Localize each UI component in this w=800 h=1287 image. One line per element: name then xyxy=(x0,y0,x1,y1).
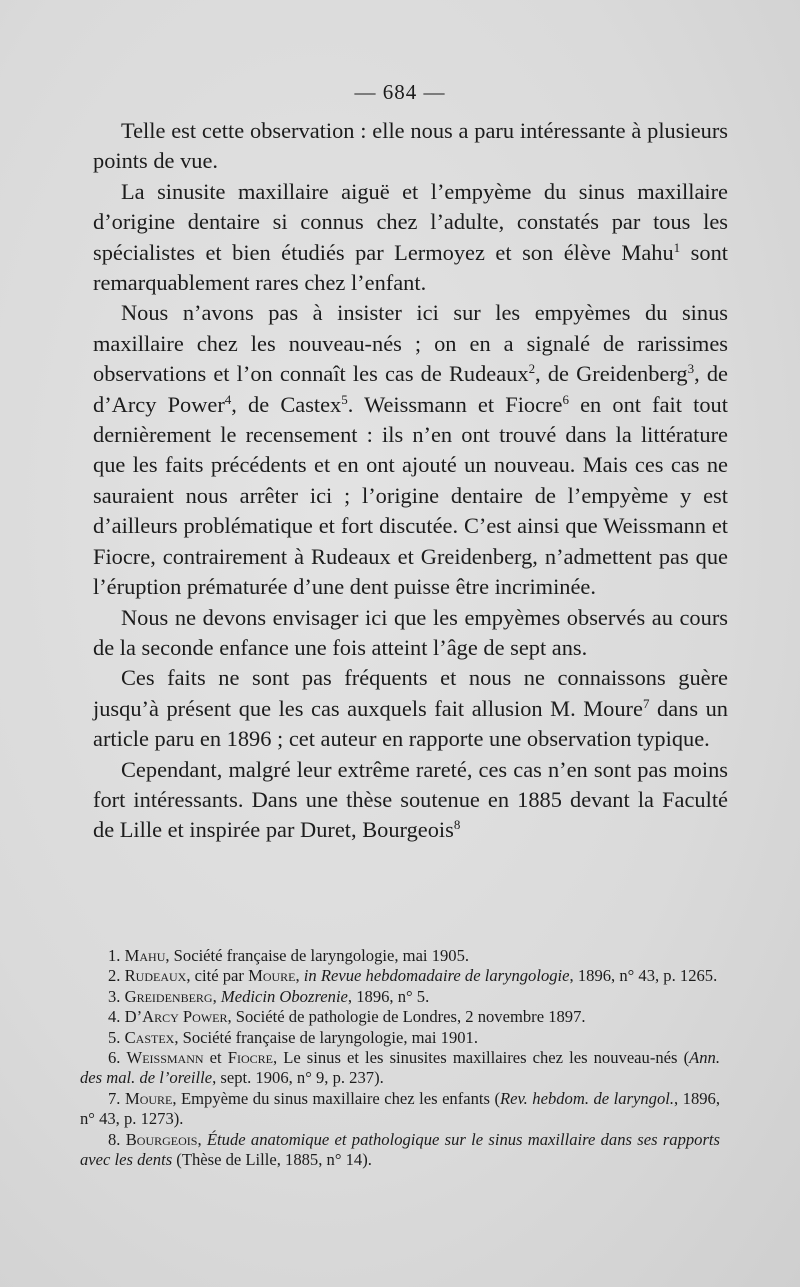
paragraph-5: Ces faits ne sont pas fréquents et nous ne connaissons guère jusqu’à présent que les cas auxquels fait allusion M. Moure$^7$ dans un article paru en 1896 ; cet auteur en rapporte une observation typique. xyxy=(93,665,728,752)
footnote-ref-1: 1 xyxy=(673,239,681,255)
paragraph-3: Nous n’avons pas à insister ici sur les empyèmes du sinus maxillaire chez les nouveau-nés ; on en a signalé de rarissimes observations et l’on connaît les cas de Rudeaux$^2$, de Greidenberg$^3$, de d’Arcy Power$^4$, de Castex$^5$. Weissmann et Fiocre$^6$ en ont fait tout dernièrement le recensement : ils n’en ont trouvé dans la littérature que les faits précédents et en ont ajouté un nouveau. Mais ces cas ne sauraient nous arrêter ici ; l’origine dentaire de l’empyème y est d’ailleurs problématique et fort discutée. C’est ainsi que Weissmann et Fiocre, contrairement à Rudeaux et Greidenberg, n’admettent pas que l’éruption prématurée d’une dent puisse être incriminée. xyxy=(93,300,728,600)
footnote: 5. Castex, Société française de laryngologie, mai 1901. xyxy=(108,1027,478,1047)
footnote: 4. D’Arcy Power, Société de pathologie de Londres, 2 novembre 1897. xyxy=(108,1007,586,1027)
footnote: 1. Mahu, Société française de laryngologie, mai 1905. xyxy=(108,946,470,965)
footnote: 7. Moure, Empyème du sinus maxillaire chez les enfants (Rev. hebdom. de laryngol., 1896, n° 43, p. 1273). xyxy=(80,1088,720,1129)
footnote: 8. Bourgeois, Étude anatomique et pathologique sur le sinus maxillaire dans ses rapports avec les dents (Thèse de Lille, 1885, n° 14). xyxy=(80,1129,720,1170)
footnote-ref-8: 8 xyxy=(453,817,461,833)
footnote-ref-6: 6 xyxy=(562,391,569,407)
footnote-ref-2: 2 xyxy=(528,361,536,377)
paragraph-6: Cependant, malgré leur extrême rareté, ces cas n’en sont pas moins fort intéressants. Dans une thèse soutenue en 1885 devant la Faculté de Lille et inspirée par Duret, Bourgeois$^8$ xyxy=(93,756,728,843)
footnote-ref-5: 5 xyxy=(341,391,348,407)
main-text xyxy=(93,116,728,846)
footnote: 2. Rudeaux, cité par Moure, in Revue hebdomadaire de laryngologie, 1896, n° 43, p. 1265. xyxy=(108,966,718,986)
footnote-ref-3: 3 xyxy=(687,361,695,377)
footnote-ref-7: 7 xyxy=(642,695,650,711)
paragraph-1: Telle est cette observation : elle nous a paru intéressante à plusieurs points de vue. xyxy=(93,118,728,174)
paragraph-2: La sinusite maxillaire aiguë et l’empyème du sinus maxillaire d’origine dentaire si connus chez l’adulte, constatés par tous les spécialistes et bien étudiés par Lermoyez et son élève Mahu$^1$ sont remarquablement rares chez l’enfant. xyxy=(93,178,728,296)
footnote: 6. Weissmann et Fiocre, Le sinus et les sinusites maxillaires chez les nouveau-nés (Ann. des mal. de l’oreille, sept. 1906, n° 9, p. 237). xyxy=(80,1048,720,1088)
page-number: — 684 — xyxy=(354,80,446,104)
paragraph-4: Nous ne devons envisager ici que les empyèmes observés au cours de la seconde enfance une fois atteint l’âge de sept ans. xyxy=(93,604,728,660)
footnote-ref-4: 4 xyxy=(224,391,232,407)
footnotes xyxy=(80,946,720,1170)
footnote: 3. Greidenberg, Medicin Obozrenie, 1896, n° 5. xyxy=(108,986,430,1006)
